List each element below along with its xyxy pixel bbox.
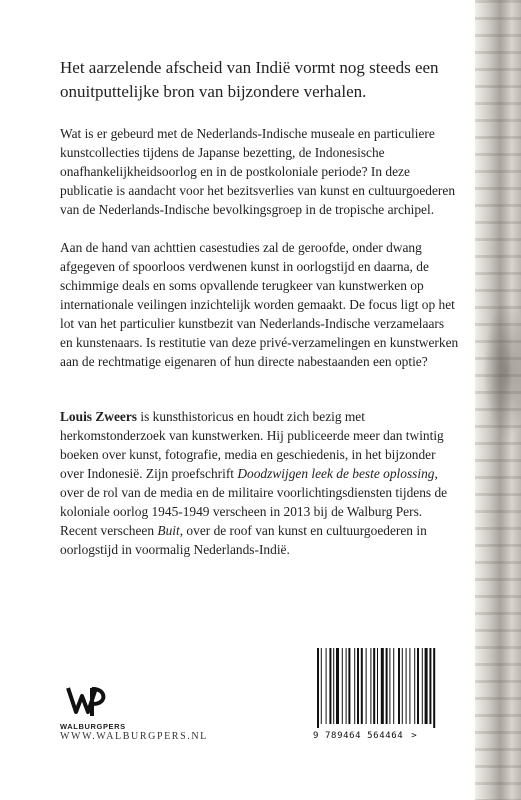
barcode-bar — [409, 648, 410, 724]
barcode-suffix: > — [411, 731, 418, 741]
intro-text: Het aarzelende afscheid van Indië vormt nog steeds een onuitputtelijke bron van bijzondere verhalen. — [60, 58, 439, 101]
barcode-digits: 9 789464 564464 — [313, 731, 404, 741]
barcode-bar — [321, 648, 322, 724]
barcode-bar — [329, 648, 331, 724]
bio-title-2: Buit — [157, 523, 180, 538]
description-paragraph-2: Aan de hand van achttien casestudies zal de geroofde, onder dwang afgegeven of spoorloos verdwenen kunst in oorlogstijd en daarna, de schimmige deals en soms opvallende terugkeer van kunstwerken op internationale veilingen inzichtelijk worden gemaakt. De focus ligt op het lot van het particulier kunstbezit van Nederlands-Indische verzamelaars en kunstenaars. Is restitutie van deze privé-verzamelingen en kunstwerken aan de rechtmatige eigenaren of hun directe nabestaanden een optie? — [60, 240, 459, 369]
publisher-logo — [60, 682, 130, 731]
publisher-logo-text: WALBURGPERS — [60, 722, 126, 731]
barcode-bar — [336, 648, 339, 724]
barcode-bar — [342, 648, 343, 724]
barcode-bar — [433, 648, 435, 728]
description-paragraph-1: Wat is er gebeurd met de Nederlands-Indische museale en particuliere kunstcollecties tijdens de Japanse bezetting, de Indonesische onafhankelijkheidsoorlog en in de postkoloniale periode? In deze publicatie is aandacht voor het bezitsverlies van kunst en cultuurgoederen van de Nederlands-Indische bevolkingsgroep in de tropische archipel. — [60, 126, 456, 217]
barcode-bar — [326, 648, 327, 724]
barcode-bar — [389, 648, 390, 724]
author-bio — [60, 407, 460, 559]
barcode-bar — [361, 648, 363, 724]
barcode-number — [313, 731, 463, 741]
barcode-bar — [346, 648, 347, 724]
barcode-bar — [393, 648, 394, 724]
barcode-bar — [370, 648, 371, 724]
barcode-bar — [348, 648, 350, 724]
barcode-bar — [377, 648, 378, 724]
barcode-bar — [386, 648, 388, 724]
barcode-bar — [422, 648, 423, 724]
barcode-bar — [417, 648, 419, 724]
cover-photo-edge — [475, 0, 521, 800]
barcode-bars — [313, 648, 463, 730]
barcode-bar — [429, 648, 431, 724]
barcode-bar — [398, 648, 400, 724]
barcode-bar — [354, 648, 355, 724]
barcode-bar — [333, 648, 334, 724]
barcode-bar — [381, 648, 384, 724]
isbn-barcode — [313, 648, 463, 744]
barcode-bar — [402, 648, 403, 724]
bio-title-1: Doodzwijgen leek de beste oplossing — [237, 466, 435, 481]
author-name: Louis Zweers — [60, 409, 137, 424]
back-cover-text — [60, 56, 460, 578]
barcode-bar — [366, 648, 367, 724]
bio-text-3: , over de roof van kunst en cultuurgoederen in oorlogstijd in voormalig Nederlands-Indië. — [60, 523, 427, 557]
walburg-pers-logo-icon — [66, 682, 110, 720]
barcode-bar — [406, 648, 407, 724]
publisher-website: WWW.WALBURGPERS.NL — [60, 731, 208, 742]
bio-text-1: is kunsthistoricus en houdt zich bezig met herkomstonderzoek van kunstwerken. Hij publiceerde meer dan twintig boeken over kunst, fotografie, media en geschiedenis, in het bijzonder over Indonesië. Zijn proefschrift — [60, 409, 444, 481]
bio-text-2: , over de rol van de media en de militaire voorlichtingsdiensten tijdens de koloniale oorlog 1945-1949 verscheen in 2013 bij de Walburg Pers. Recent verscheen — [60, 466, 448, 538]
barcode-bar — [425, 648, 428, 724]
barcode-bar — [317, 648, 319, 728]
barcode-bar — [357, 648, 359, 724]
barcode-bar — [373, 648, 375, 724]
barcode-bar — [414, 648, 415, 724]
